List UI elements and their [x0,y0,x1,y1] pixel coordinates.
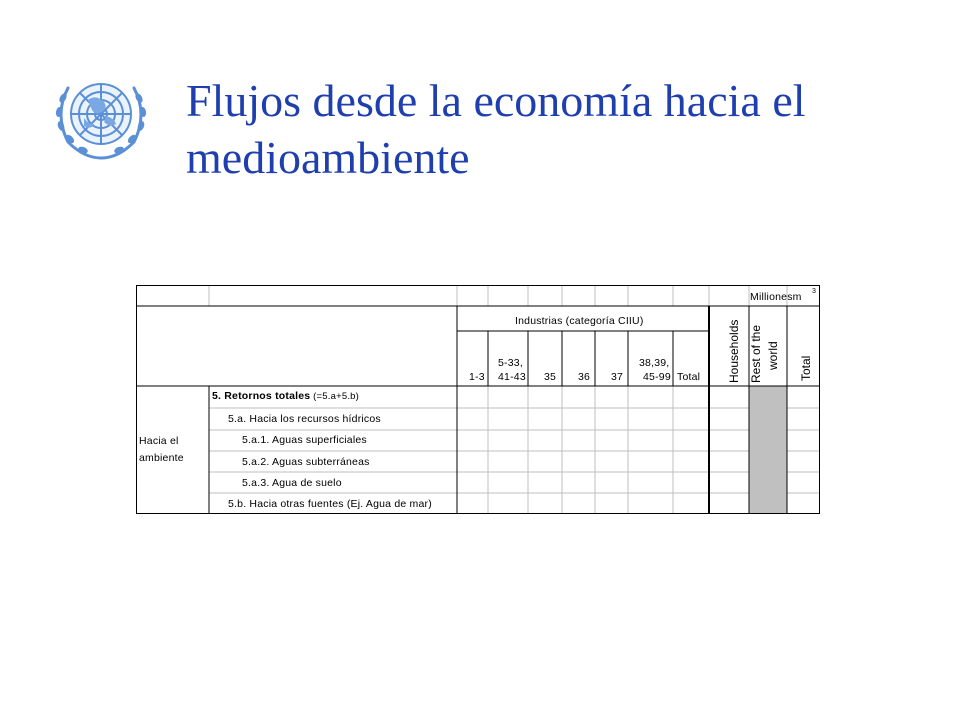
col-header-rest-of-world-1: Rest of the [749,324,763,383]
col-header-35: 35 [544,371,557,383]
col-header-total: Total [799,355,813,381]
col-header-37: 37 [611,371,624,383]
units-label: Millionesm [750,291,802,303]
row-label-5b: 5.b. Hacia otras fuentes (Ej. Agua de mar) [228,498,432,510]
col-header-38-39: 38,39, [639,357,670,369]
slide-title-line2: medioambiente [186,132,470,183]
un-emblem-icon [48,70,154,162]
shaded-cells [749,386,787,514]
row-label-5: 5. Retornos totales (=5.a+5.b) [212,390,360,402]
col-header-rest-of-world-2: world [766,341,780,370]
col-header-1-3: 1-3 [469,371,485,383]
col-header-households: Households [727,319,741,383]
col-header-45-99: 45-99 [643,371,671,383]
slide-title-line1: Flujos desde la economía hacia el [186,75,806,126]
row-label-5a2: 5.a.2. Aguas subterráneas [242,456,370,468]
industries-header: Industrias (categoría CIIU) [515,315,644,327]
supply-use-table [136,285,820,514]
row-label-5a3: 5.a.3. Agua de suelo [242,477,342,489]
col-header-5-33: 5-33, [498,357,523,369]
col-header-industry-total: Total [677,371,701,383]
col-header-41-43: 41-43 [498,371,526,383]
col-header-36: 36 [578,371,591,383]
slide-title [186,72,926,186]
units-superscript: 3 [812,288,817,295]
row-label-5a1: 5.a.1. Aguas superficiales [242,434,367,446]
row-label-5a: 5.a. Hacia los recursos hídricos [228,413,381,425]
row-group-label-2: ambiente [139,452,184,464]
row-group-label-1: Hacia el [139,435,179,447]
